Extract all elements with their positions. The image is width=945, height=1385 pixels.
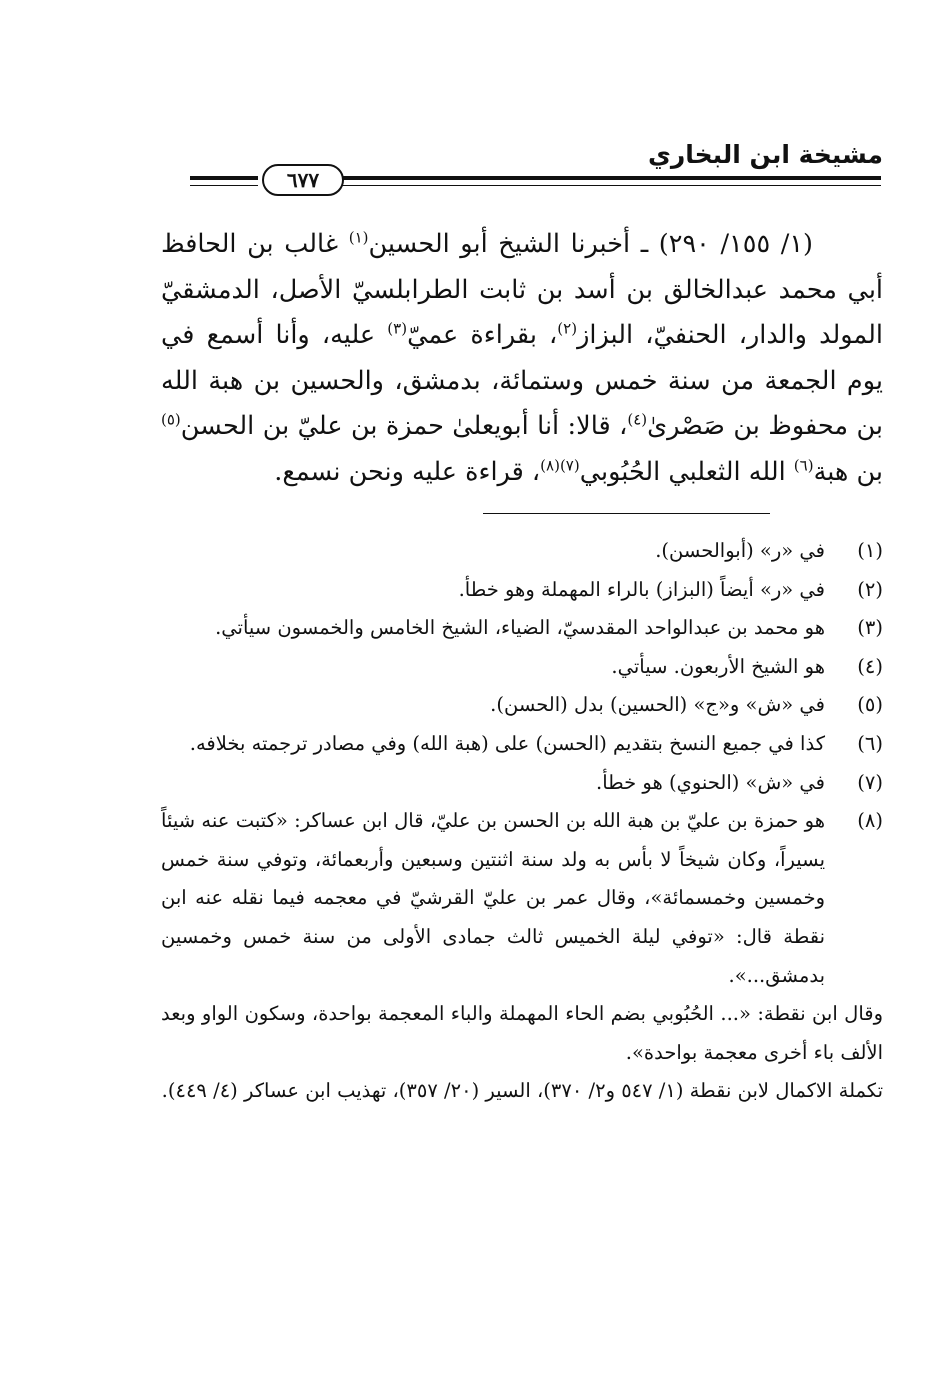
footnote-text: في «ر» أيضاً (البزاز) بالراء المهملة وهو خطأ. [458, 577, 825, 601]
footnote-text: هو الشيخ الأربعون. سيأتي. [611, 654, 825, 678]
footnote-number: (٣) [857, 616, 883, 640]
footnote-8-sources: تكملة الاكمال لابن نقطة (١/ ٥٤٧ و٢/ ٣٧٠)، السير (٢٠/ ٣٥٧)، تهذيب ابن عساكر (٤/ ٤٤٩). [161, 1079, 883, 1103]
header-rule-left [190, 176, 258, 186]
page-number: ٦٧٧ [262, 164, 344, 196]
footnote-2 [161, 571, 883, 610]
footnote-8-quote: وقال ابن نقطة: «... الحُبُوبي بضم الحاء المهملة والباء المعجمة بواحدة، وسكون الواو وبعد الألف باء أخرى معجمة بواحدة». [161, 1002, 883, 1064]
main-text [161, 222, 883, 496]
footnote-ref: (٢) [557, 319, 578, 338]
footnote-number: (٥) [857, 693, 883, 717]
footnote-number: (٨) [857, 809, 883, 833]
footnote-ref: (٦) [793, 456, 814, 475]
header-rule-right [341, 176, 881, 186]
footnote-number: (٤) [857, 654, 883, 678]
footnote-text: هو محمد بن عبدالواحد المقدسيّ، الضياء، الشيخ الخامس والخمسون سيأتي. [215, 616, 825, 640]
footnotes [161, 532, 883, 1111]
footnote-8 [161, 802, 883, 995]
footnote-ref: (٤) [627, 410, 648, 429]
footnote-5 [161, 686, 883, 725]
footnote-7 [161, 764, 883, 803]
footnote-text: في «ر» (أبوالحسن). [655, 539, 825, 562]
footnote-6 [161, 725, 883, 764]
footnote-text: في «ش» (الحنوي) هو خطأ. [596, 770, 825, 794]
footnote-number: (٦) [857, 731, 883, 755]
footnote-separator [483, 513, 770, 514]
footnote-3 [161, 609, 883, 648]
footnote-ref: (٧) [559, 456, 580, 475]
footnote-number: (١) [857, 539, 883, 562]
footnote-ref: (١) [348, 228, 369, 247]
footnote-text: هو حمزة بن عليّ بن هبة الله بن الحسن بن عليّ، قال ابن عساكر: «كتبت عنه شيئاً يسيراً، وكان شيخاً لا بأس به ولد سنة اثنتين وسبعين وأربعمائة، وتوفي سنة خمس وخمسين وخمسمائة»، وقال عمر بن عليّ القرشيّ في معجمه فيما نقله عنه ابن نقطة قال: «توفي ليلة الخميس ثالث جمادى الأولى من سنة خمس وخمسين بدمشق...». [161, 809, 825, 987]
running-head-title: مشيخة ابن البخاري [647, 140, 883, 169]
footnote-4 [161, 648, 883, 687]
footnote-1 [161, 532, 883, 571]
footnote-text: كذا في جميع النسخ بتقديم (الحسن) على (هبة الله) وفي مصادر ترجمته بخلافه. [189, 731, 825, 755]
footnote-number: (٧) [857, 770, 883, 794]
footnote-ref: (٨) [540, 456, 560, 475]
footnote-text: في «ش» و«ج» (الحسين) بدل (الحسن). [490, 693, 825, 717]
footnote-ref: (٥) [161, 410, 181, 429]
footnote-number: (٢) [857, 577, 883, 601]
footnote-ref: (٣) [387, 319, 408, 338]
hadith-paragraph: (١/ ١٥٥/ ٢٩٠) ـ أخبرنا الشيخ أبو الحسين$^{(١)}$ غالب بن الحافظ أبي محمد عبدالخالق بن أسد بن ثابت الطرابلسيّ الأصل، الدمشقيّ المولد والدار، الحنفيّ، البزاز$^{(٢)}$، بقراءة عميّ$^{(٣)}$ عليه، وأنا أسمع في يوم الجمعة من سنة خمس وستمائة، بدمشق، والحسين بن هبة الله بن محفوظ بن صَصْرىٰ$^{(٤)}$، قالا: أنا أبويعلىٰ حمزة بن عليّ بن الحسن$^{(٥)}$ بن هبة$^{(٦)}$ الله الثعلبي الحُبُوبي$^{(٧)(٨)}$، قراءة عليه ونحن نسمع. [161, 228, 883, 487]
